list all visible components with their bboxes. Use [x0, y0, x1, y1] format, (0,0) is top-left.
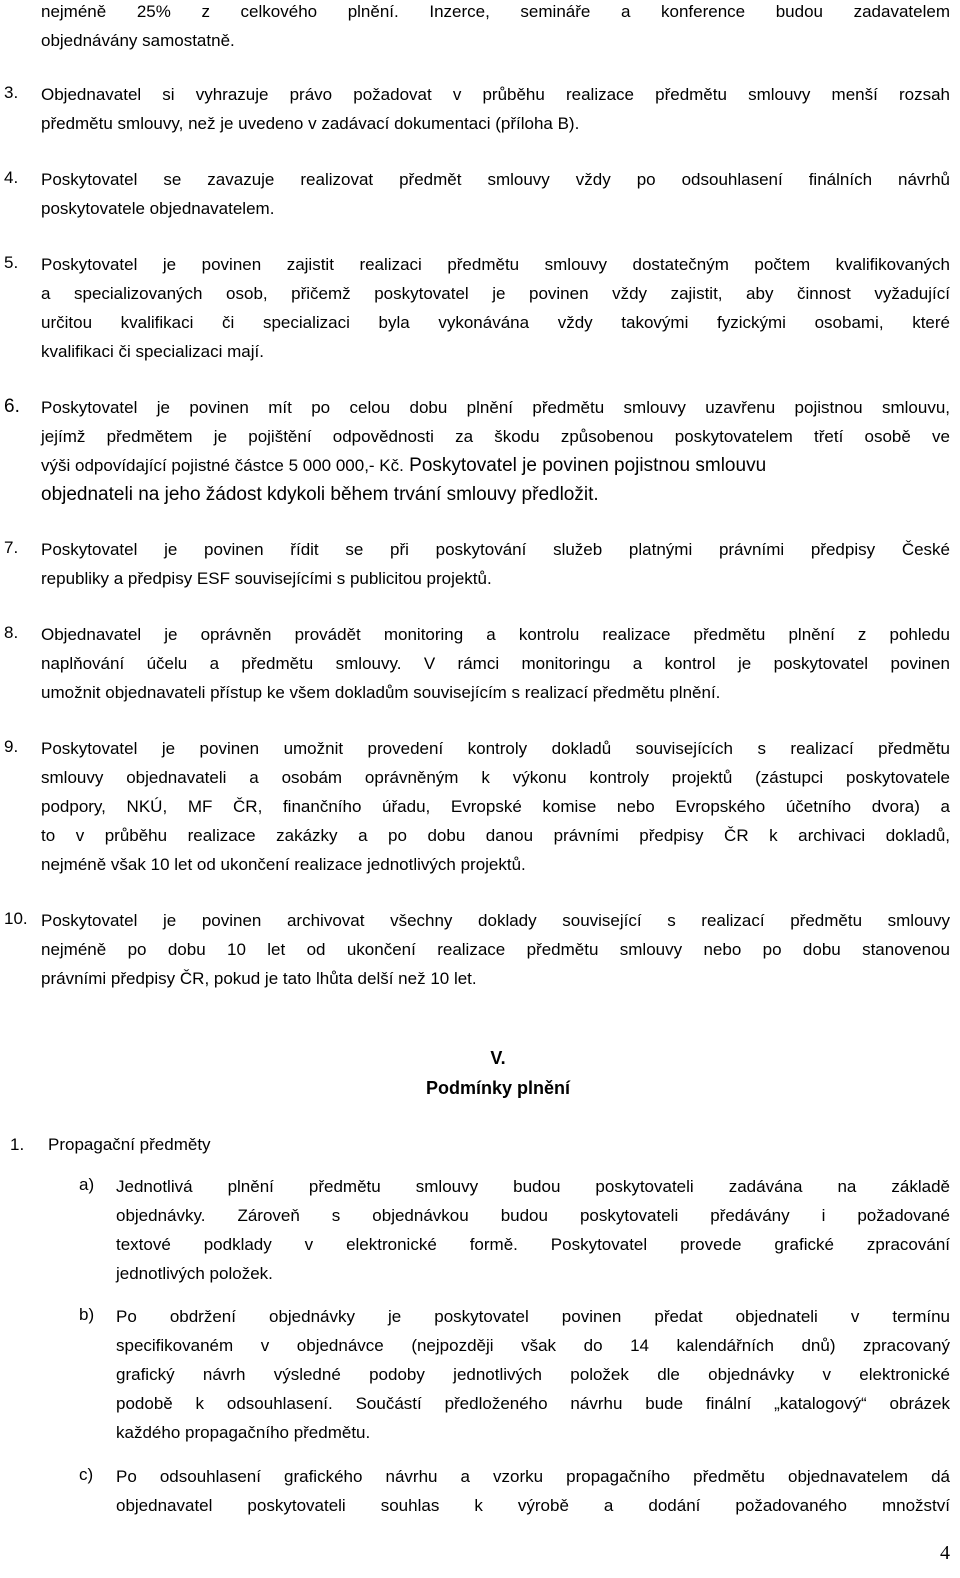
- section-number: V.: [490, 1048, 506, 1068]
- item-number: 8.: [4, 623, 19, 642]
- text-line: Poskytovatel je povinen řídit se při poskytování služeb platnými právními předpisy České: [41, 540, 950, 559]
- list-item: [41, 83, 950, 141]
- text-line: textové podklady v elektronické formě. Poskytovatel provede grafické zpracování: [116, 1235, 950, 1254]
- text-line: podobě k odsouhlasení. Součástí předloženého návrhu bude finální „katalogový“ obrázek: [116, 1394, 950, 1413]
- text-line: Jednotlivá plnění předmětu smlouvy budou poskytovateli zadávána na základě: [116, 1177, 950, 1196]
- list-item: [41, 623, 950, 710]
- text-line: Poskytovatel je povinen mít po celou dobu plnění předmětu smlouvy uzavřenu pojistnou smlouvu,: [41, 398, 950, 417]
- item-number: 4.: [4, 168, 19, 187]
- text-line: určitou kvalifikaci či specializaci byla vykonávána vždy takovými fyzickými osobami, které: [41, 313, 950, 332]
- text-line: Poskytovatel se zavazuje realizovat předmět smlouvy vždy po odsouhlasení finálních návrhů: [41, 170, 950, 189]
- text-line: objednateli na jeho žádost kdykoli během trvání smlouvy předložit.: [41, 484, 599, 505]
- text-span: výši odpovídající pojistné částce 5 000 000,- Kč.: [41, 456, 404, 475]
- text-line: Po obdržení objednávky je poskytovatel povinen předat objednateli v termínu: [116, 1307, 950, 1326]
- subsection-title: Propagační předměty: [48, 1135, 211, 1154]
- list-item: [41, 168, 950, 226]
- text-line: to v průběhu realizace zakázky a po dobu danou právními předpisy ČR k archivaci dokladů,: [41, 826, 950, 845]
- text-line: poskytovatele objednavatelem.: [41, 199, 275, 218]
- subitem-letter: c): [79, 1465, 94, 1484]
- page-number: 4: [940, 1542, 950, 1564]
- subitem: [116, 1305, 950, 1450]
- list-item: [41, 396, 950, 512]
- subitem: [116, 1465, 950, 1523]
- text-line: [10, 1133, 410, 1162]
- text-line: specifikovaném v objednávce (nejpozději však do 14 kalendářních dnů) zpracovaný: [116, 1336, 950, 1355]
- item-number: 6.: [4, 396, 20, 417]
- text-line: a specializovaných osob, přičemž poskytovatel je povinen vždy zajistit, aby činnost vyžadující: [41, 284, 950, 303]
- text-line: předmětu smlouvy, než je uvedeno v zadávací dokumentaci (příloha B).: [41, 114, 580, 133]
- text-line: jednotlivých položek.: [116, 1264, 273, 1283]
- text-line: republiky a předpisy ESF souvisejícími s publicitou projektů.: [41, 569, 492, 588]
- top-paragraph: [41, 0, 950, 58]
- text-line: grafický návrh výsledné podoby jednotlivých položek dle objednávky v elektronické: [116, 1365, 950, 1384]
- text-line: právními předpisy ČR, pokud je tato lhůta delší než 10 let.: [41, 969, 477, 988]
- text-line: nejméně 25% z celkového plnění. Inzerce, semináře a konference budou zadavatelem: [41, 2, 950, 21]
- subsection-heading: [10, 1133, 410, 1162]
- list-item: [41, 909, 950, 996]
- subitem-letter: b): [79, 1305, 95, 1324]
- text-line: nejméně však 10 let od ukončení realizace jednotlivých projektů.: [41, 855, 526, 874]
- text-line: objednávky. Zároveň s objednávkou budou poskytovateli předávány i požadované: [116, 1206, 950, 1225]
- text-line: jejímž předmětem je pojištění odpovědnosti za škodu způsobenou poskytovatelem třetí osobě ve: [41, 427, 950, 446]
- item-number: 3.: [4, 83, 19, 102]
- subitem: [116, 1175, 950, 1291]
- item-number: 5.: [4, 253, 19, 272]
- text-line: naplňování účelu a předmětu smlouvy. V rámci monitoringu a kontrol je poskytovatel povinen: [41, 654, 950, 673]
- text-line: objednavatel poskytovateli souhlas k výrobě a dodání požadovaného množství: [116, 1496, 950, 1515]
- text-line: Poskytovatel je povinen umožnit provedení kontroly dokladů souvisejících s realizací předmětu: [41, 739, 950, 758]
- text-line: objednávány samostatně.: [41, 31, 235, 50]
- text-line: kvalifikaci či specializaci mají.: [41, 342, 264, 361]
- list-item: [41, 253, 950, 369]
- text-line: Poskytovatel je povinen archivovat všechny doklady související s realizací předmětu smlouvy: [41, 911, 950, 930]
- text-line: smlouvy objednavateli a osobám oprávněným k výkonu kontroly projektů (zástupci poskytovatele: [41, 768, 950, 787]
- subsection-number: 1.: [10, 1135, 25, 1154]
- item-number: 9.: [4, 737, 19, 756]
- text-line: Objednavatel si vyhrazuje právo požadovat v průběhu realizace předmětu smlouvy menší rozsah: [41, 85, 950, 104]
- list-item: [41, 538, 950, 596]
- text-line: každého propagačního předmětu.: [116, 1423, 371, 1442]
- text-line: podpory, NKÚ, MF ČR, finančního úřadu, Evropské komise nebo Evropského účetního dvora) a: [41, 797, 950, 816]
- subitem-letter: a): [79, 1175, 95, 1194]
- item-number: 7.: [4, 538, 19, 557]
- text-span: Poskytovatel je povinen pojistnou smlouvu: [403, 455, 767, 476]
- section-title: Podmínky plnění: [425, 1078, 571, 1098]
- text-line: Po odsouhlasení grafického návrhu a vzorku propagačního předmětu objednavatelem dá: [116, 1467, 950, 1486]
- text-line: Poskytovatel je povinen zajistit realizaci předmětu smlouvy dostatečným počtem kvalifikovaných: [41, 255, 950, 274]
- item-number: 10.: [4, 909, 28, 928]
- text-line: Objednavatel je oprávněn provádět monitoring a kontrolu realizace předmětu plnění z pohledu: [41, 625, 950, 644]
- list-item: [41, 737, 950, 882]
- text-line: nejméně po dobu 10 let od ukončení realizace předmětu smlouvy nebo po dobu stanovenou: [41, 940, 950, 959]
- text-line: umožnit objednavateli přístup ke všem dokladům souvisejícím s realizací předmětu plnění.: [41, 683, 721, 702]
